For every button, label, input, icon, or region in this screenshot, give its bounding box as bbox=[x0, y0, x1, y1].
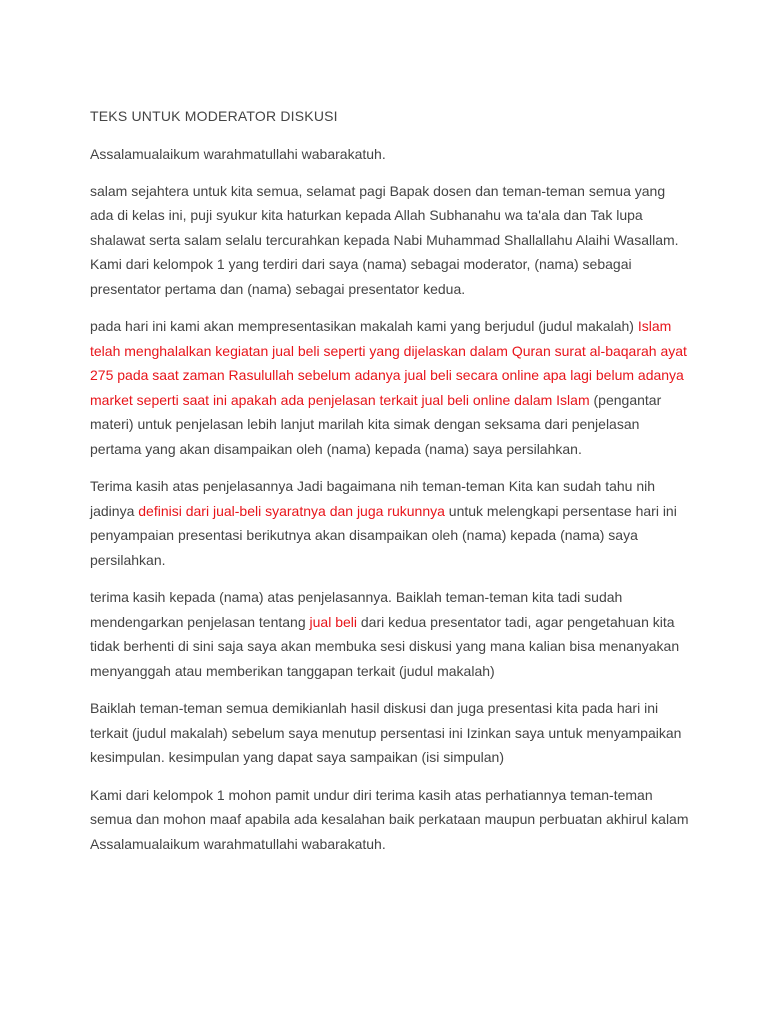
document-title: TEKS UNTUK MODERATOR DISKUSI bbox=[90, 108, 338, 124]
paragraph bbox=[90, 585, 690, 683]
paragraph bbox=[90, 474, 690, 572]
opening-greeting: Assalamualaikum warahmatullahi wabarakatuh. bbox=[90, 146, 386, 162]
paragraph-text: Kami dari kelompok 1 mohon pamit undur diri terima kasih atas perhatiannya teman-teman semua dan mohon maaf apabila ada kesalahan baik perkataan maupun perbuatan akhirul kalam Assalamualaikum warahmatullahi wabarakatuh. bbox=[90, 786, 689, 852]
highlighted-text: definisi dari jual-beli syaratnya dan juga rukunnya bbox=[138, 502, 445, 519]
highlighted-text: jual beli bbox=[309, 613, 357, 630]
paragraph-text: salam sejahtera untuk kita semua, selamat pagi Bapak dosen dan teman-teman semua yang ada di kelas ini, puji syukur kita haturkan kepada Allah Subhanahu wa ta'ala dan Tak lupa shalawat serta salam selalu tercurahkan kepada Nabi Muhammad Shallallahu Alaihi Wasallam. Kami dari kelompok 1 yang terdiri dari saya (nama) sebagai moderator, (nama) sebagai presentator pertama dan (nama) sebagai presentator kedua. bbox=[90, 182, 679, 297]
paragraph-text: Terima kasih atas penjelasannya Jadi bagaimana nih teman-teman Kita kan sudah tahu nih jadinya bbox=[90, 478, 656, 519]
paragraph-text: pada hari ini kami akan mempresentasikan makalah kami yang berjudul (judul makalah) bbox=[90, 318, 638, 334]
paragraph-text: (pengantar materi) untuk penjelasan lebih lanjut marilah kita simak dengan seksama dari penjelasan pertama yang akan disampaikan oleh (nama) kepada (nama) saya persilahkan. bbox=[90, 391, 662, 457]
document-body bbox=[90, 179, 690, 857]
paragraph-text: dari kedua presentator tadi, agar pengetahuan kita tidak berhenti di sini saja saya akan membuka sesi diskusi yang mana kalian bisa menanyakan menyanggah atau memberikan tanggapan terkait (judul makalah) bbox=[90, 613, 680, 679]
paragraph-text: untuk melengkapi persentase hari ini penyampaian presentasi berikutnya akan disampaikan oleh (nama) kepada (nama) saya persilahkan. bbox=[90, 502, 677, 568]
paragraph-text: Baiklah teman-teman semua demikianlah hasil diskusi dan juga presentasi kita pada hari ini terkait (judul makalah) sebelum saya menutup persentasi ini Izinkan saya untuk menyampaikan kesimpulan. kesimpulan yang dapat saya sampaikan (isi simpulan) bbox=[90, 700, 682, 765]
paragraph bbox=[90, 696, 690, 770]
paragraph-text: terima kasih kepada (nama) atas penjelasannya. Baiklah teman-teman kita tadi sudah mendengarkan penjelasan tentang bbox=[90, 589, 623, 630]
document-page bbox=[90, 104, 690, 869]
paragraph bbox=[90, 314, 690, 461]
highlighted-text: Islam telah menghalalkan kegiatan jual beli seperti yang dijelaskan dalam Quran surat al-baqarah ayat 275 pada saat zaman Rasulullah sebelum adanya jual beli secara online apa lagi belum adanya market seperti saat ini apakah ada penjelasan terkait jual beli online dalam Islam bbox=[90, 318, 687, 408]
paragraph bbox=[90, 179, 690, 302]
paragraph bbox=[90, 783, 690, 857]
